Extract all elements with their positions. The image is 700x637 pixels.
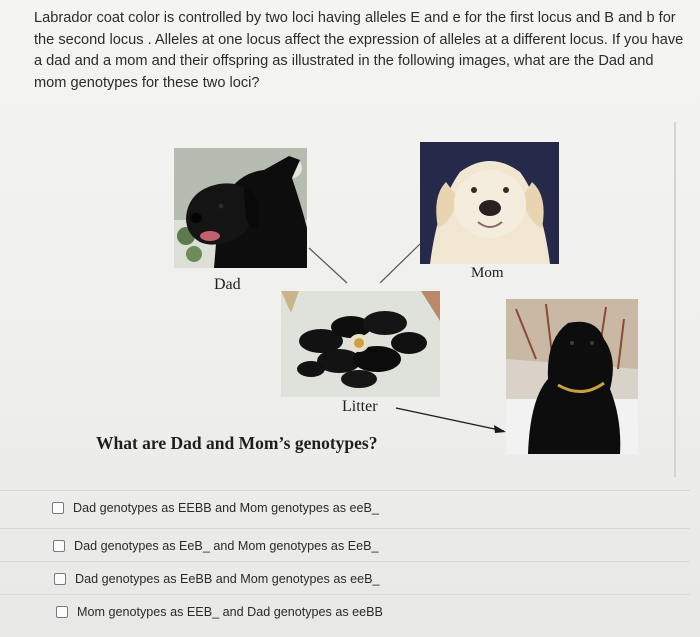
mom-photo <box>420 142 559 264</box>
dad-photo <box>174 148 307 268</box>
option-1[interactable] <box>0 490 690 524</box>
option-3-label: Dad genotypes as EeBB and Mom genotypes as eeB_ <box>75 571 380 586</box>
option-2-label: Dad genotypes as EeB_ and Mom genotypes as EeB_ <box>74 538 379 553</box>
dad-label: Dad <box>214 276 241 293</box>
option-2-checkbox[interactable] <box>53 540 65 552</box>
genetics-figure <box>14 122 676 477</box>
option-2[interactable] <box>0 528 690 562</box>
option-3-checkbox[interactable] <box>54 573 66 585</box>
mom-label: Mom <box>471 265 504 281</box>
option-3[interactable] <box>0 561 690 595</box>
litter-label: Litter <box>342 398 378 415</box>
option-4-checkbox[interactable] <box>56 606 68 618</box>
option-1-checkbox[interactable] <box>52 502 64 514</box>
offspring-photo <box>506 299 638 454</box>
question-text: Labrador coat color is controlled by two loci having alleles E and e for the first locus and B and b for the second locus . Alleles at one locus affect the expression of alleles at a different locus. If you have a dad and a mom and their offspring as illustrated in the following images, what are the Dad and mom genotypes for these two loci? <box>34 10 684 91</box>
option-4[interactable] <box>0 594 690 628</box>
option-1-label: Dad genotypes as EEBB and Mom genotypes as eeB_ <box>73 500 379 515</box>
figure-heading: What are Dad and Mom’s genotypes? <box>96 433 378 453</box>
litter-photo <box>281 291 440 397</box>
option-4-label: Mom genotypes as EEB_ and Dad genotypes as eeBB <box>77 604 383 619</box>
